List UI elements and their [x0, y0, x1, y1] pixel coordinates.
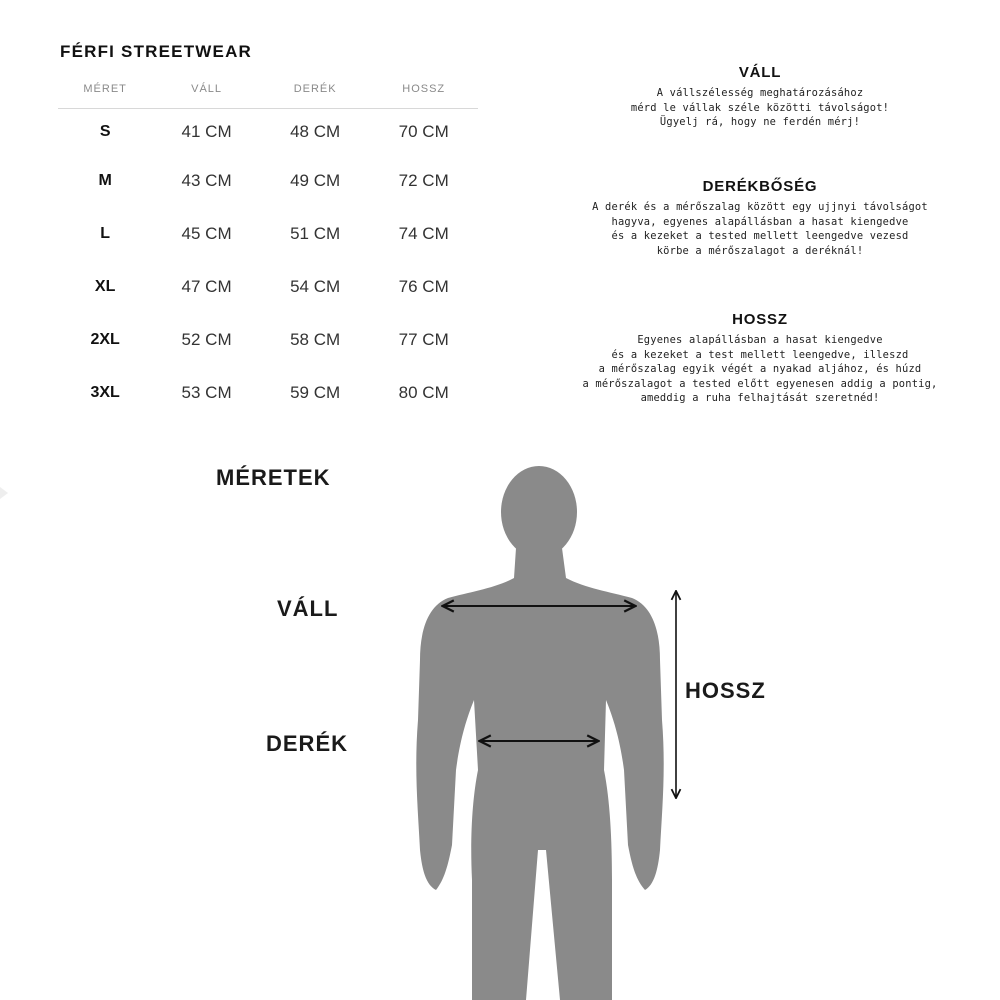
waist-cell: 51 CM [290, 223, 341, 243]
length-cell: 70 CM [398, 121, 449, 141]
human-silhouette [416, 466, 663, 1000]
length-cell: 77 CM [398, 329, 449, 349]
shoulder-instructions-heading: VÁLL [738, 64, 782, 81]
shoulder-cell: 47 CM [181, 276, 232, 296]
length-cell: 72 CM [398, 170, 449, 190]
waist-cell: 48 CM [290, 121, 341, 141]
size-cell: 2XL [90, 330, 120, 348]
instruction-line: hagyva, egyenes alapállásban a hasat kiengedve [611, 215, 909, 228]
waist-cell: 54 CM [290, 276, 341, 296]
shoulder-cell: 43 CM [181, 170, 232, 190]
length-cell: 76 CM [398, 276, 449, 296]
shoulder-cell: 41 CM [181, 121, 232, 141]
instruction-line: körbe a mérőszalagot a deréknál! [656, 244, 864, 257]
instruction-line: a mérőszalag egyik végét a nyakad aljához, és húzd [598, 363, 922, 375]
column-header-shoulder: VÁLL [152, 70, 261, 109]
instruction-line: és a kezeket a tested mellett leengedve vezesd [611, 230, 909, 242]
size-chart-title: FÉRFI STREETWEAR [60, 42, 253, 61]
measurements-title: MÉRETEK [216, 465, 331, 490]
waist-label: DERÉK [266, 731, 349, 756]
head-shape [501, 466, 577, 558]
length-instructions-heading: HOSSZ [732, 311, 788, 328]
instruction-line: a mérőszalagot a tested előtt egyenesen addig a pontig, [582, 377, 938, 390]
waist-cell: 49 CM [290, 170, 341, 190]
torso-shape [416, 548, 663, 1000]
length-cell: 74 CM [398, 223, 449, 243]
waist-cell: 59 CM [290, 382, 341, 402]
instruction-line: Egyenes alapállásban a hasat kiengedve [637, 334, 883, 346]
instruction-line: A vállszélesség meghatározásához [656, 87, 864, 99]
size-cell: M [98, 171, 112, 189]
column-header-length: HOSSZ [369, 70, 478, 109]
size-cell: 3XL [90, 383, 120, 401]
size-cell: XL [94, 277, 116, 295]
shoulder-cell: 52 CM [181, 329, 232, 349]
instruction-line: Ügyelj rá, hogy ne ferdén mérj! [659, 116, 861, 128]
shoulder-label: VÁLL [277, 596, 339, 621]
size-cell: S [99, 122, 111, 140]
instruction-line: és a kezeket a test mellett leengedve, illeszd [611, 348, 909, 361]
shoulder-cell: 53 CM [181, 382, 232, 402]
instruction-line: ameddig a ruha felhajtását szeretnéd! [640, 392, 880, 404]
shoulder-cell: 45 CM [181, 223, 232, 243]
size-cell: L [100, 224, 111, 242]
length-label: HOSSZ [685, 678, 766, 703]
waist-instructions-heading: DERÉKBŐSÉG [702, 178, 818, 195]
length-cell: 80 CM [398, 382, 449, 402]
instruction-line: mérd le vállak széle közötti távolságot! [630, 101, 890, 114]
waist-cell: 58 CM [290, 329, 341, 349]
instruction-line: A derék és a mérőszalag között egy ujjnyi távolságot [592, 201, 928, 213]
column-header-size: MÉRET [58, 70, 152, 109]
column-header-waist: DERÉK [261, 70, 370, 109]
